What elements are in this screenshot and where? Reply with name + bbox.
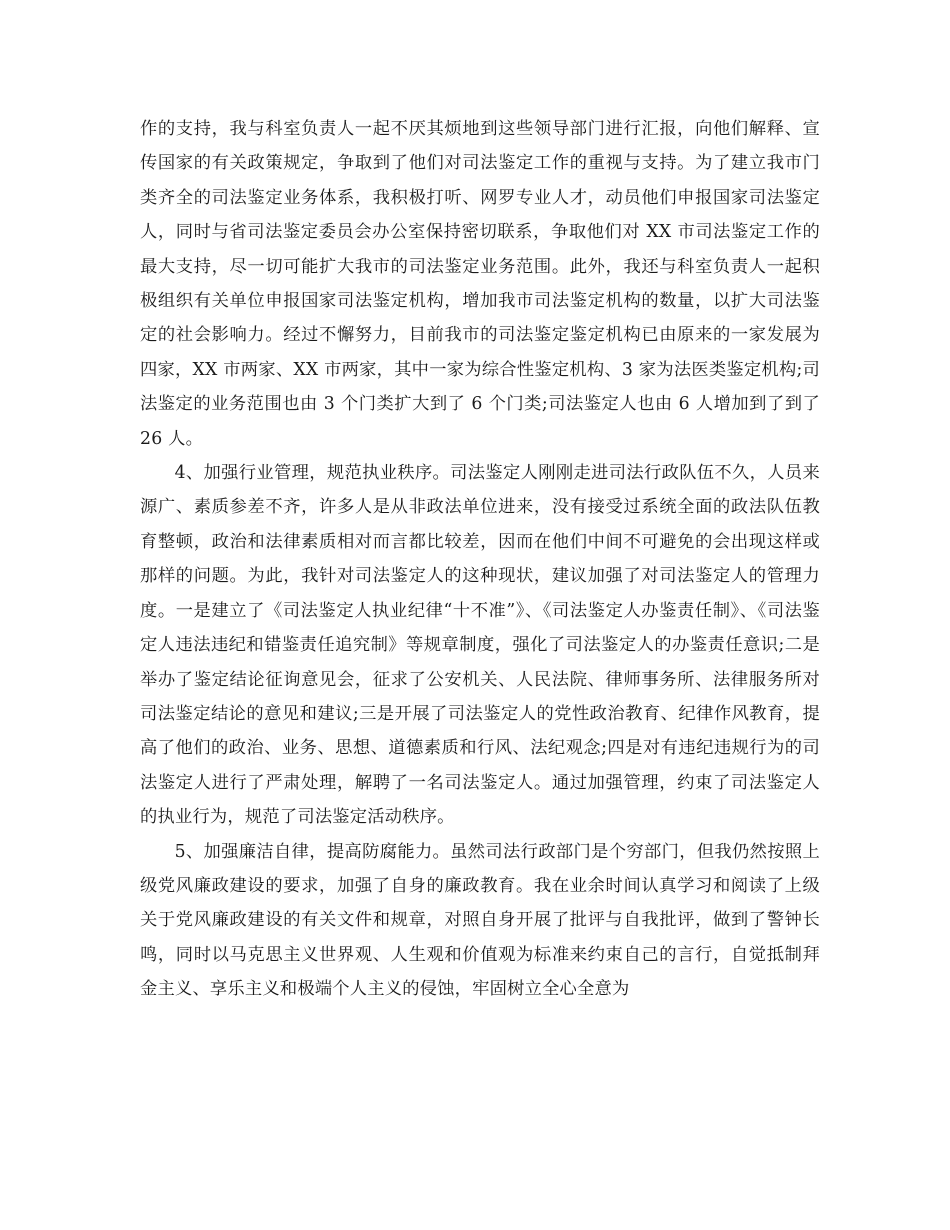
- document-body: [140, 112, 820, 1007]
- paragraph-continuation: 作的支持，我与科室负责人一起不厌其烦地到这些领导部门进行汇报，向他们解释、宣传国家的有关政策规定，争取到了他们对司法鉴定工作的重视与支持。为了建立我市门类齐全的司法鉴定业务体系，我积极打听、网罗专业人才，动员他们申报国家司法鉴定人，同时与省司法鉴定委员会办公室保持密切联系，争取他们对 XX 市司法鉴定工作的最大支持，尽一切可能扩大我市的司法鉴定业务范围。此外，我还与科室负责人一起积极组织有关单位申报国家司法鉴定机构，增加我市司法鉴定机构的数量，以扩大司法鉴定的社会影响力。经过不懈努力，目前我市的司法鉴定鉴定机构已由原来的一家发展为四家，XX 市两家、XX 市两家，其中一家为综合性鉴定机构、3 家为法医类鉴定机构;司法鉴定的业务范围也由 3 个门类扩大到了 6 个门类;司法鉴定人也由 6 人增加到了到了 26 人。: [140, 119, 820, 449]
- paragraph-integrity-self-discipline: 5、加强廉洁自律，提高防腐能力。虽然司法行政部门是个穷部门，但我仍然按照上级党风廉政建设的要求，加强了自身的廉政教育。我在业余时间认真学习和阅读了上级关于党风廉政建设的有关文件和规章，对照自身开展了批评与自我批评，做到了警钟长鸣，同时以马克思主义世界观、人生观和价值观为标准来约束自己的言行，自觉抵制拜金主义、享乐主义和极端个人主义的侵蚀，牢固树立全心全意为: [140, 841, 820, 1000]
- paragraph-industry-management: 4、加强行业管理，规范执业秩序。司法鉴定人刚刚走进司法行政队伍不久，人员来源广、素质参差不齐，许多人是从非政法单位进来，没有接受过系统全面的政法队伍教育整顿，政治和法律素质相对而言都比较差，因而在他们中间不可避免的会出现这样或那样的问题。为此，我针对司法鉴定人的这种现状，建议加强了对司法鉴定人的管理力度。一是建立了《司法鉴定人执业纪律“十不准”》、《司法鉴定人办鉴责任制》、《司法鉴定人违法违纪和错鉴责任追究制》等规章制度，强化了司法鉴定人的办鉴责任意识;二是举办了鉴定结论征询意见会，征求了公安机关、人民法院、律师事务所、法律服务所对司法鉴定结论的意见和建议;三是开展了司法鉴定人的党性政治教育、纪律作风教育，提高了他们的政治、业务、思想、道德素质和行风、法纪观念;四是对有违纪违规行为的司法鉴定人进行了严肃处理，解聘了一名司法鉴定人。通过加强管理，约束了司法鉴定人的执业行为，规范了司法鉴定活动秩序。: [140, 463, 820, 828]
